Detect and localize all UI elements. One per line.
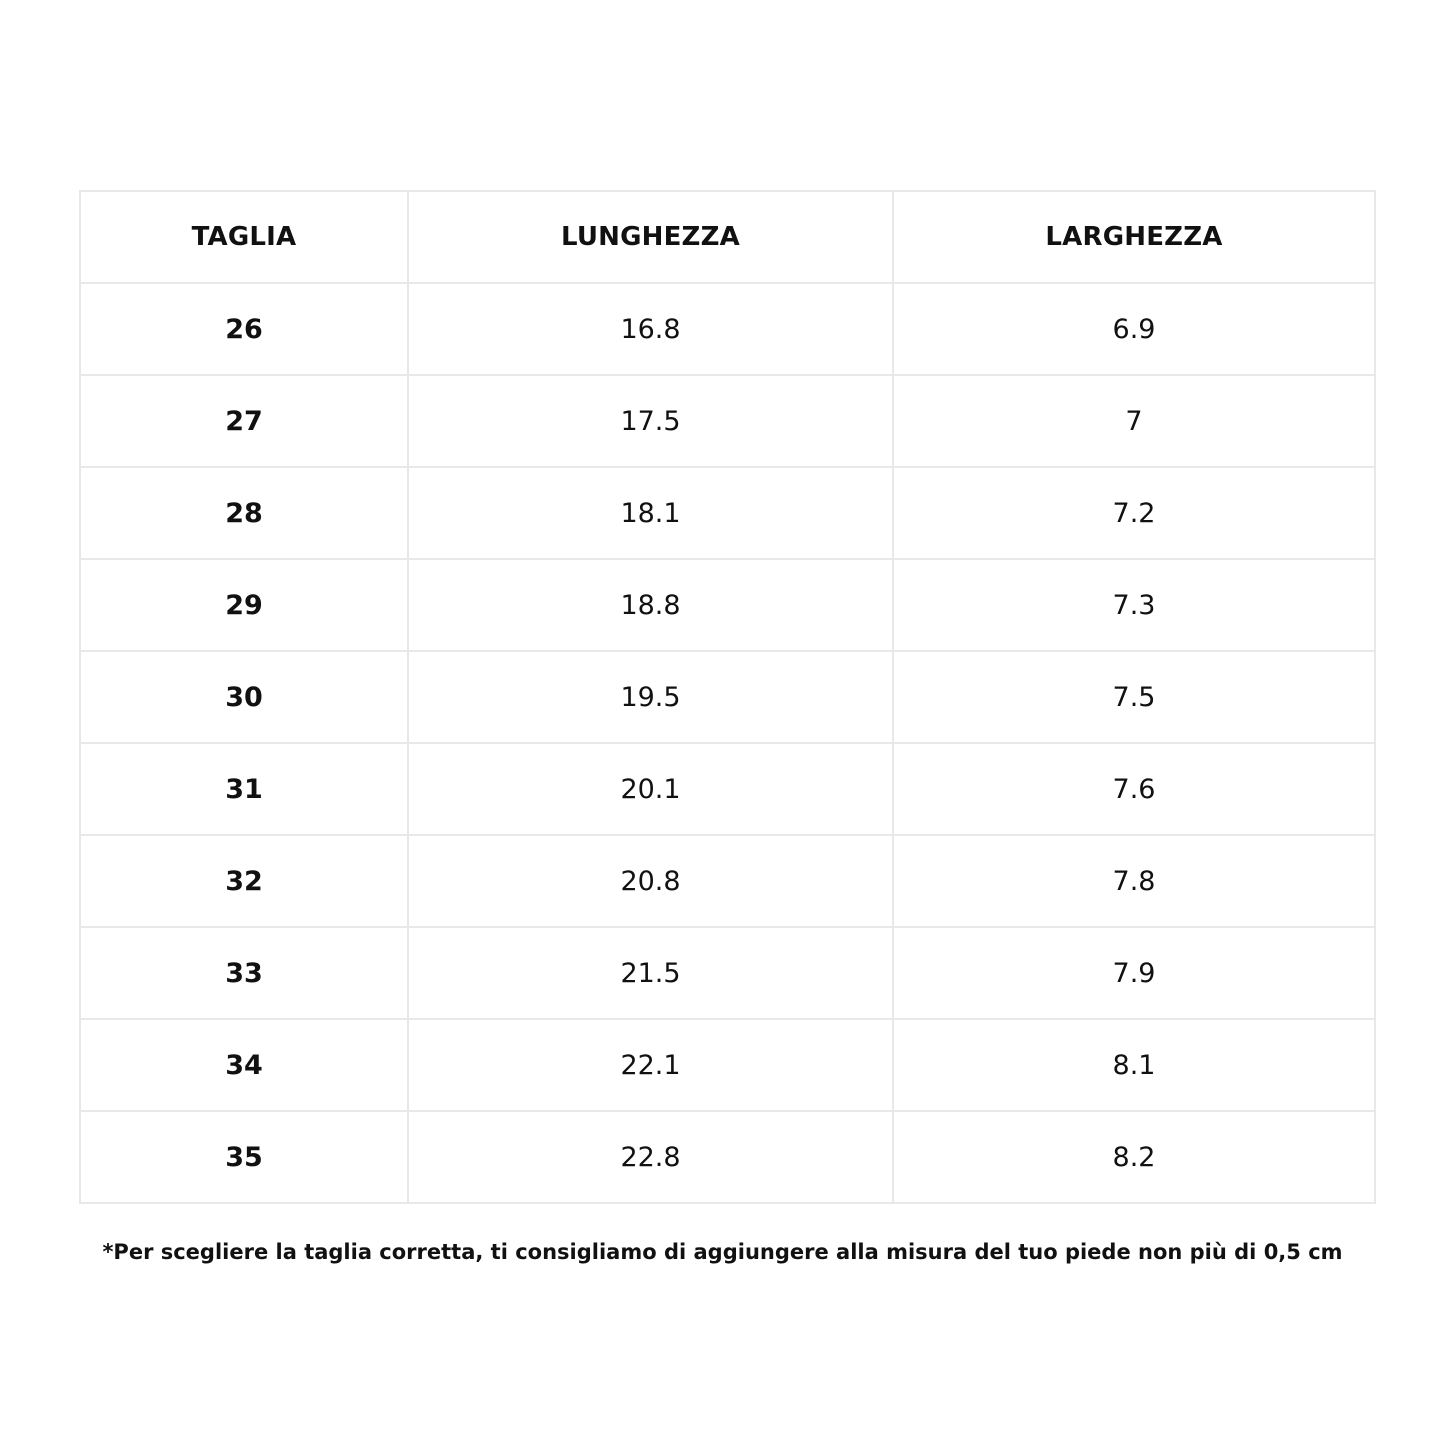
size-advice-footnote: *Per scegliere la taglia corretta, ti consigliamo di aggiungere alla misura del tuo piede non più di 0,5 cm bbox=[102, 1240, 1343, 1264]
cell-taglia: 33 bbox=[80, 927, 408, 1019]
cell-taglia: 31 bbox=[80, 743, 408, 835]
cell-larghezza: 6.9 bbox=[893, 283, 1375, 375]
cell-lunghezza: 18.1 bbox=[408, 467, 893, 559]
cell-larghezza: 7.8 bbox=[893, 835, 1375, 927]
table-row bbox=[80, 375, 1375, 467]
cell-taglia: 29 bbox=[80, 559, 408, 651]
cell-lunghezza: 20.1 bbox=[408, 743, 893, 835]
header-taglia: TAGLIA bbox=[80, 191, 408, 283]
cell-taglia: 26 bbox=[80, 283, 408, 375]
cell-taglia: 30 bbox=[80, 651, 408, 743]
cell-lunghezza: 20.8 bbox=[408, 835, 893, 927]
header-larghezza: LARGHEZZA bbox=[893, 191, 1375, 283]
cell-larghezza: 7 bbox=[893, 375, 1375, 467]
cell-larghezza: 7.3 bbox=[893, 559, 1375, 651]
table-row bbox=[80, 927, 1375, 1019]
size-chart-table bbox=[79, 190, 1376, 1204]
cell-lunghezza: 16.8 bbox=[408, 283, 893, 375]
cell-taglia: 27 bbox=[80, 375, 408, 467]
cell-taglia: 28 bbox=[80, 467, 408, 559]
cell-lunghezza: 22.8 bbox=[408, 1111, 893, 1203]
header-lunghezza: LUNGHEZZA bbox=[408, 191, 893, 283]
cell-lunghezza: 19.5 bbox=[408, 651, 893, 743]
cell-lunghezza: 18.8 bbox=[408, 559, 893, 651]
table-row bbox=[80, 835, 1375, 927]
cell-larghezza: 7.5 bbox=[893, 651, 1375, 743]
cell-larghezza: 7.6 bbox=[893, 743, 1375, 835]
table-row bbox=[80, 651, 1375, 743]
cell-taglia: 35 bbox=[80, 1111, 408, 1203]
cell-lunghezza: 17.5 bbox=[408, 375, 893, 467]
cell-larghezza: 8.2 bbox=[893, 1111, 1375, 1203]
table-row bbox=[80, 559, 1375, 651]
cell-taglia: 32 bbox=[80, 835, 408, 927]
table-row bbox=[80, 467, 1375, 559]
table-row bbox=[80, 743, 1375, 835]
table-header-row bbox=[80, 191, 1375, 283]
cell-larghezza: 7.9 bbox=[893, 927, 1375, 1019]
cell-taglia: 34 bbox=[80, 1019, 408, 1111]
cell-lunghezza: 22.1 bbox=[408, 1019, 893, 1111]
cell-larghezza: 8.1 bbox=[893, 1019, 1375, 1111]
table-row bbox=[80, 1019, 1375, 1111]
cell-lunghezza: 21.5 bbox=[408, 927, 893, 1019]
table-row bbox=[80, 283, 1375, 375]
table-row bbox=[80, 1111, 1375, 1203]
cell-larghezza: 7.2 bbox=[893, 467, 1375, 559]
